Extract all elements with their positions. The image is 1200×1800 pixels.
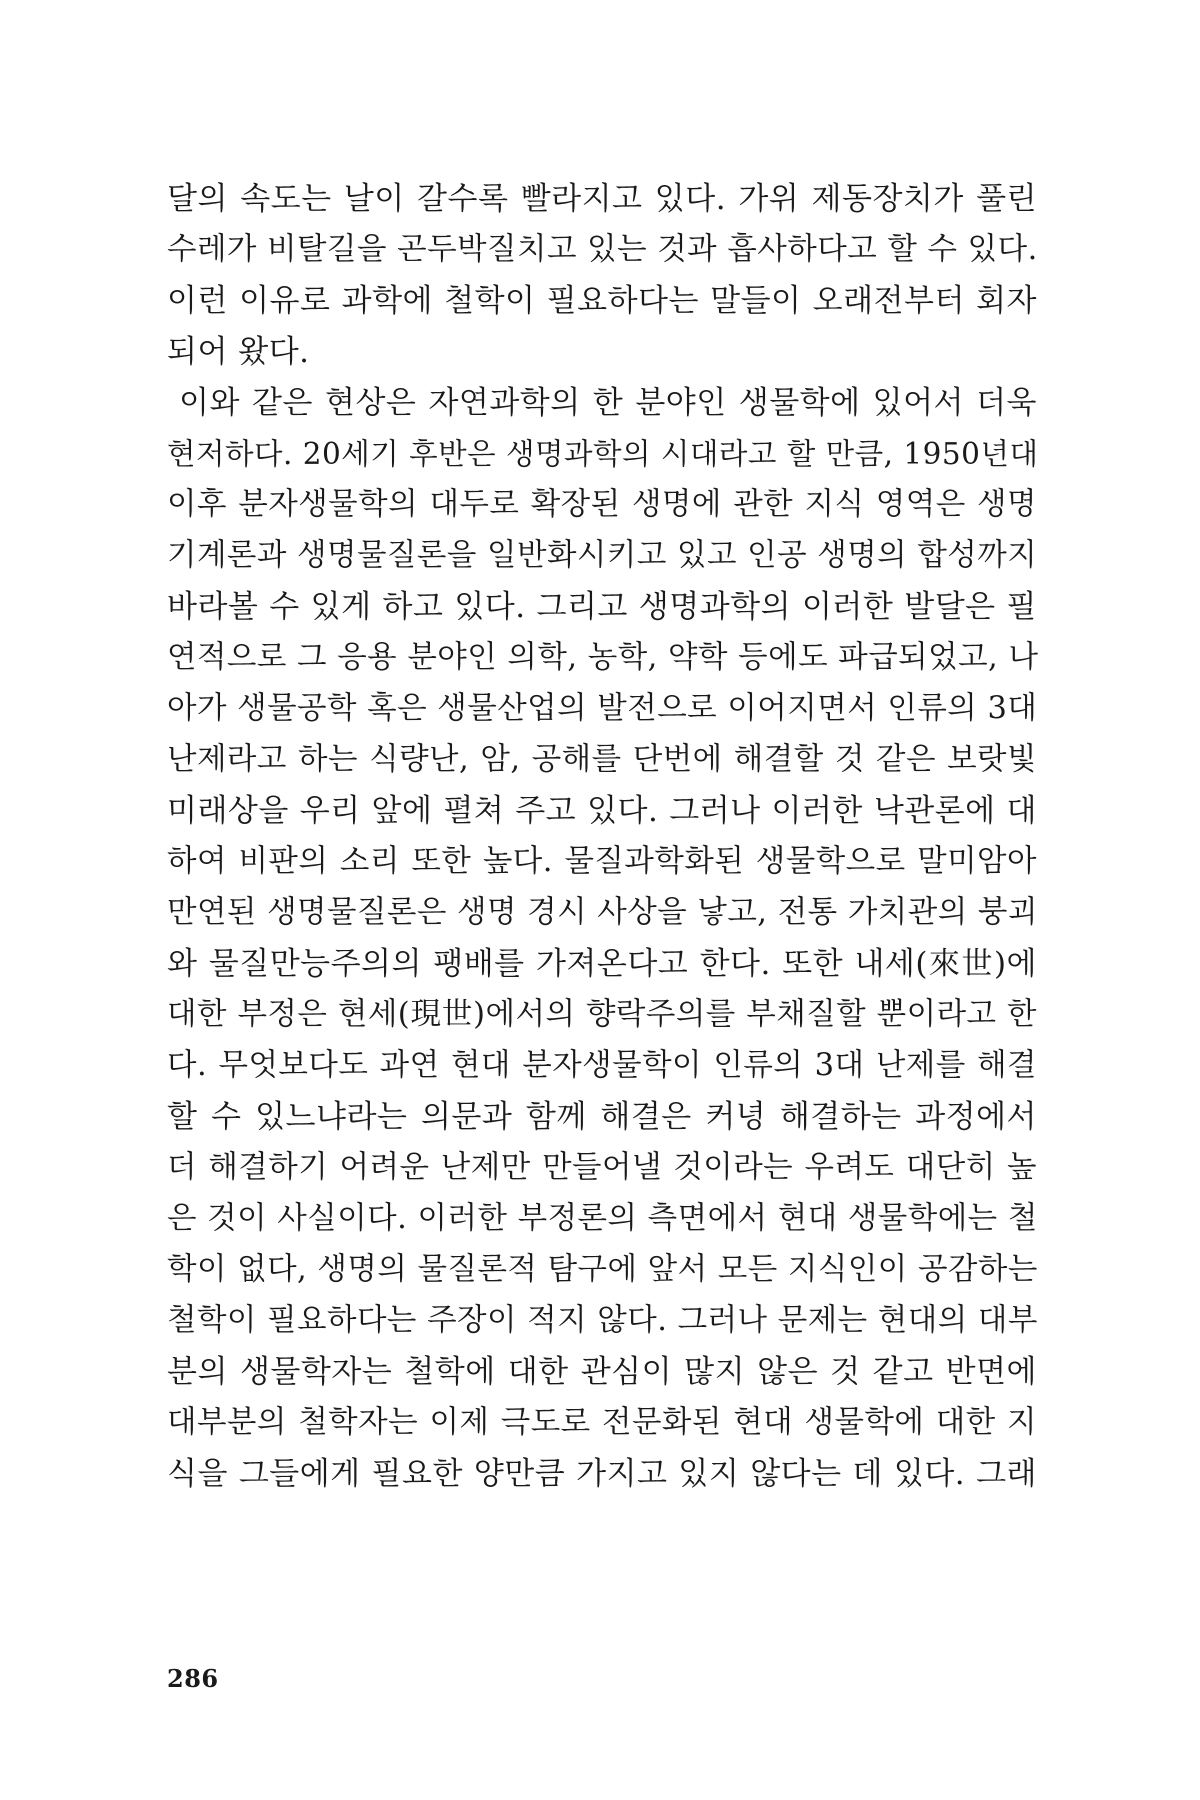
text-line-14: 하여 비판의 소리 또한 높다. 물질과학화된 생물학으로 말미암아 [167,844,1037,879]
text-line-5: 이와 같은 현상은 자연과학의 한 분야인 생물학에 있어서 더욱 [179,385,1037,421]
text-line-13: 미래상을 우리 앞에 펼쳐 주고 있다. 그러나 이러한 낙관론에 대 [167,793,1037,829]
text-line-9: 바라볼 수 있게 하고 있다. 그리고 생명과학의 이러한 발달은 필 [167,589,1037,625]
text-line-6: 현저하다. 20세기 후반은 생명과학의 시대라고 할 만큼, 1950년대 [167,437,1039,471]
text-line-12: 난제라고 하는 식량난, 암, 공해를 단번에 해결할 것 같은 보랏빛 [167,742,1037,777]
text-line-24: 분의 생물학자는 철학에 대한 관심이 많지 않은 것 같고 반면에 [167,1354,1037,1390]
text-line-1: 달의 속도는 날이 갈수록 빨라지고 있다. 가위 제동장치가 풀린 [167,181,1037,217]
text-line-3: 이런 이유로 과학에 철학이 필요하다는 말들이 오래전부터 회자 [167,283,1037,319]
text-line-8: 기계론과 생명물질론을 일반화시키고 있고 인공 생명의 합성까지 [167,538,1038,573]
text-line-16: 와 물질만능주의의 팽배를 가져온다고 한다. 또한 내세(來世)에 [167,946,1037,982]
text-line-4: 되어 왔다. [167,334,310,370]
text-line-18: 다. 무엇보다도 과연 현대 분자생물학이 인류의 3대 난제를 해결 [167,1048,1037,1083]
text-line-2: 수레가 비탈길을 곤두박질치고 있는 것과 흡사하다고 할 수 있다. [167,232,1038,267]
text-line-11: 아가 생물공학 혹은 생물산업의 발전으로 이어지면서 인류의 3대 [167,691,1038,726]
text-line-17: 대한 부정은 현세(現世)에서의 향락주의를 부채질할 뿐이라고 한 [167,997,1037,1032]
text-line-25: 대부분의 철학자는 이제 극도로 전문화된 현대 생물학에 대한 지 [167,1405,1037,1440]
text-line-20: 더 해결하기 어려운 난제만 만들어낼 것이라는 우려도 대단히 높 [167,1150,1037,1185]
text-line-19: 할 수 있느냐라는 의문과 함께 해결은 커녕 해결하는 과정에서 [167,1099,1037,1135]
text-line-22: 학이 없다, 생명의 물질론적 탐구에 앞서 모든 지식인이 공감하는 [167,1252,1038,1287]
text-line-7: 이후 분자생물학의 대두로 확장된 생명에 관한 지식 영역은 생명 [167,487,1037,522]
page-number: 286 [167,1664,219,1693]
text-line-23: 철학이 필요하다는 주장이 적지 않다. 그러나 문제는 현대의 대부 [167,1303,1038,1338]
text-line-26: 식을 그들에게 필요한 양만큼 가지고 있지 않다는 데 있다. 그래 [167,1456,1037,1492]
text-line-15: 만연된 생명물질론은 생명 경시 사상을 낳고, 전통 가치관의 붕괴 [167,895,1038,930]
text-line-21: 은 것이 사실이다. 이러한 부정론의 측면에서 현대 생물학에는 철 [167,1201,1038,1236]
text-line-10: 연적으로 그 응용 분야인 의학, 농학, 약학 등에도 파급되었고, 나 [167,640,1039,675]
